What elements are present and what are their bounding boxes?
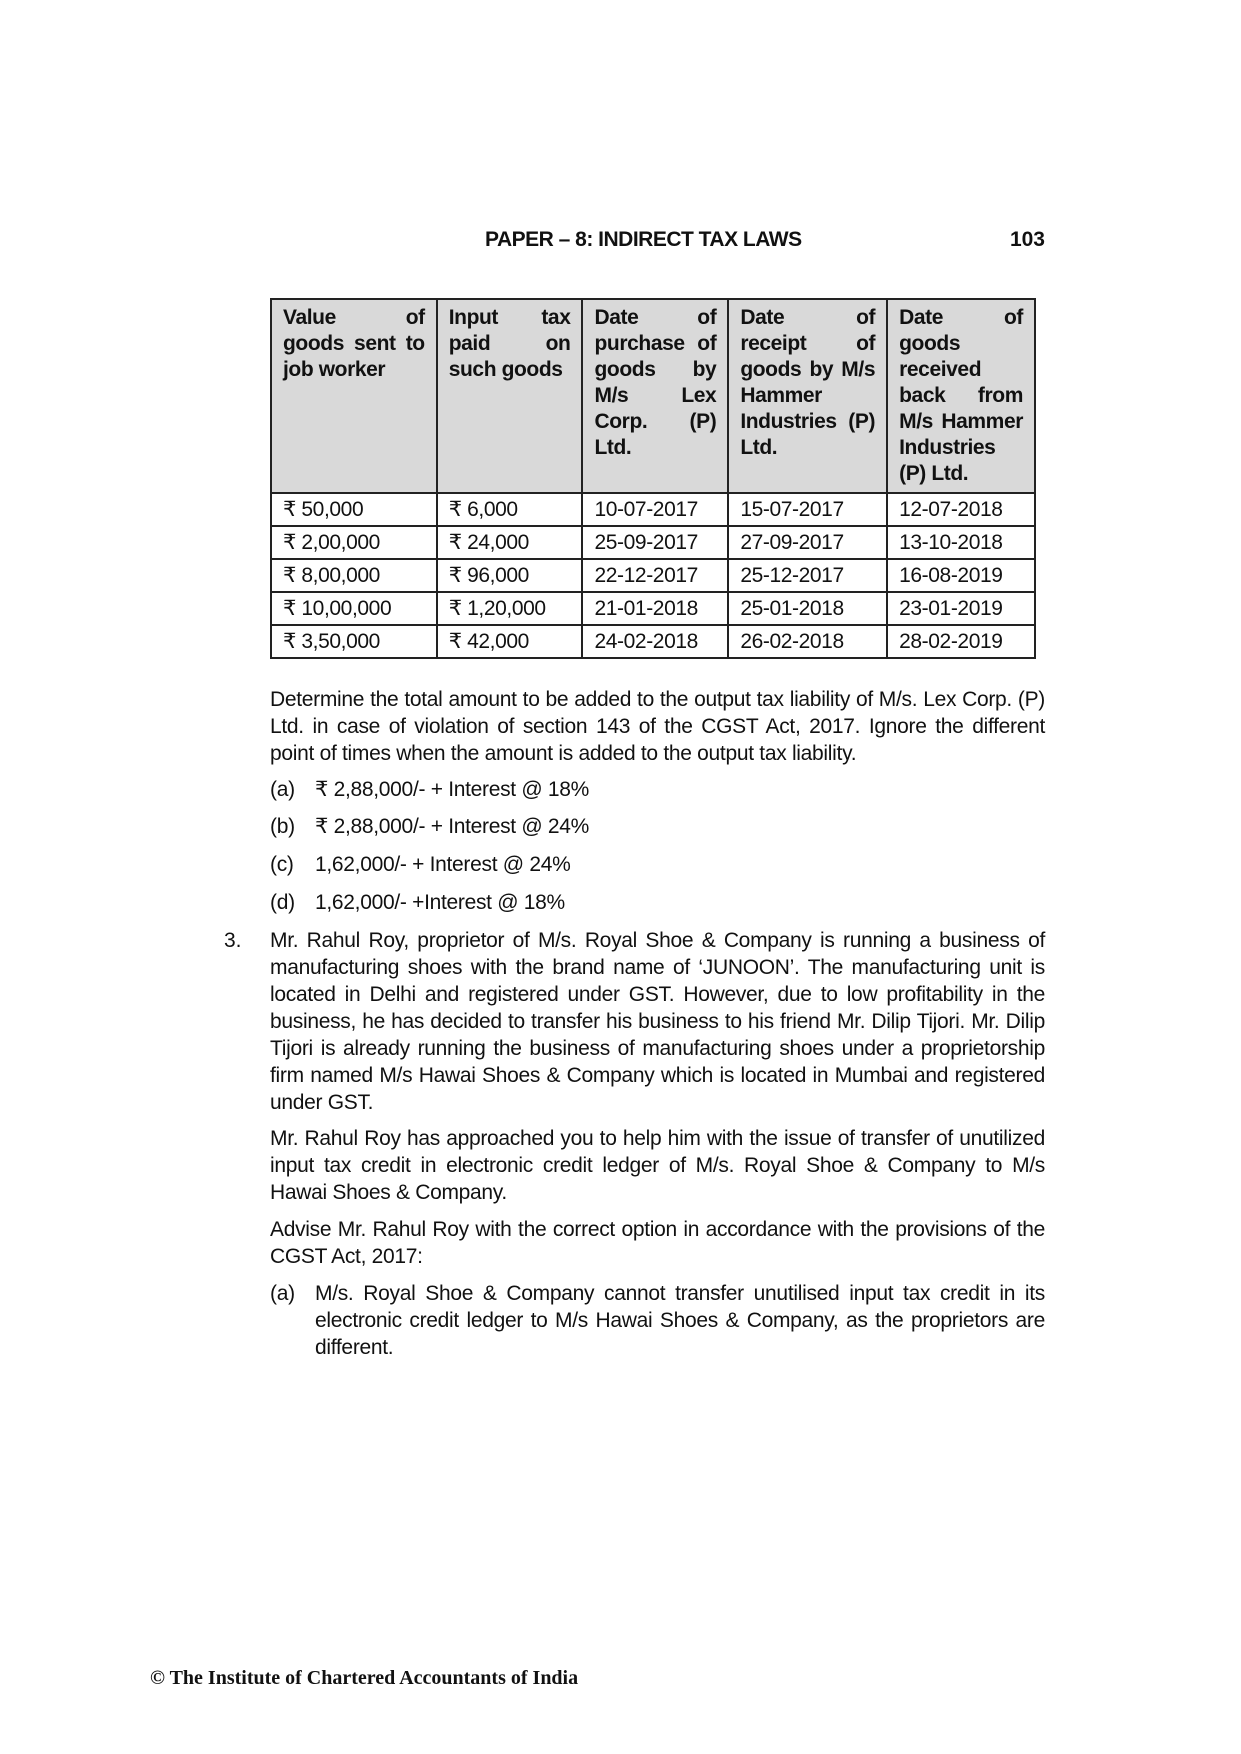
option-label: (d) <box>270 891 295 914</box>
question-3-para-1: Mr. Rahul Roy, proprietor of M/s. Royal Shoe & Company is running a business of manufacturing shoes with the brand name of ‘JUNOON’. The manufacturing unit is located in Delhi and registered under GST. However, due to low profitability in the business, he has decided to transfer his business to his friend Mr. Dilip Tijori. Mr. Dilip Tijori is already running the business of manufacturing shoes under a proprietorship firm named M/s Hawai Shoes & Company which is located in Mumbai and registered under GST. <box>270 929 1045 1114</box>
option-text: 1,62,000/- + Interest @ 24% <box>315 853 571 876</box>
table-cell: 12-07-2018 <box>887 493 1035 526</box>
question-2-text: Determine the total amount to be added to the output tax liability of M/s. Lex Corp. (P) Ltd. in case of violation of section 143 of the CGST Act, 2017. Ignore the different point of times when the amount is added to the output tax liability. <box>270 688 1045 765</box>
page-header <box>270 228 1045 254</box>
table-cell: ₹ 10,00,000 <box>271 592 437 625</box>
table-cell: 13-10-2018 <box>887 526 1035 559</box>
option-text: ₹ 2,88,000/- + Interest @ 18% <box>315 778 590 801</box>
option-d <box>270 889 565 916</box>
option-text: M/s. Royal Shoe & Company cannot transfer unutilised input tax credit in its electronic credit ledger to M/s Hawai Shoes & Company, as the proprietors are different. <box>315 1282 1045 1359</box>
column-header: Date of goods received back from M/s Hammer Industries (P) Ltd. <box>887 299 1035 493</box>
option-label: (a) <box>270 778 295 801</box>
table-cell: 25-01-2018 <box>728 592 887 625</box>
table-header-row <box>271 299 1035 493</box>
table-cell: ₹ 96,000 <box>437 559 583 592</box>
table-cell: ₹ 1,20,000 <box>437 592 583 625</box>
table-cell: ₹ 42,000 <box>437 625 583 658</box>
table-cell: 21-01-2018 <box>582 592 728 625</box>
column-header: Input tax paid on such goods <box>437 299 583 493</box>
table-row <box>271 493 1035 526</box>
table-cell: 27-09-2017 <box>728 526 887 559</box>
option-text: 1,62,000/- +Interest @ 18% <box>315 891 565 914</box>
option-label: (a) <box>270 1282 295 1305</box>
table-cell: 26-02-2018 <box>728 625 887 658</box>
table-cell: ₹ 8,00,000 <box>271 559 437 592</box>
column-header: Date of purchase of goods by M/s Lex Corp. (P) Ltd. <box>582 299 728 493</box>
column-header: Date of receipt of goods by M/s Hammer Industries (P) Ltd. <box>728 299 887 493</box>
footer-copyright: © The Institute of Chartered Accountants of India <box>150 1667 579 1689</box>
table-cell: 15-07-2017 <box>728 493 887 526</box>
table-cell: 16-08-2019 <box>887 559 1035 592</box>
option-b <box>270 813 589 840</box>
column-header: Value of goods sent to job worker <box>271 299 437 493</box>
table-cell: ₹ 50,000 <box>271 493 437 526</box>
table-cell: 10-07-2017 <box>582 493 728 526</box>
table-row <box>271 592 1035 625</box>
question-3-para-3: Advise Mr. Rahul Roy with the correct option in accordance with the provisions of the CGST Act, 2017: <box>270 1218 1045 1268</box>
table-cell: ₹ 2,00,000 <box>271 526 437 559</box>
question-3-number: 3. <box>224 929 242 952</box>
question-3-para-2: Mr. Rahul Roy has approached you to help him with the issue of transfer of unutilized input tax credit in electronic credit ledger of M/s. Royal Shoe & Company to M/s Hawai Shoes & Company. <box>270 1127 1045 1204</box>
question-3-option-a <box>270 1280 1045 1361</box>
option-a <box>270 776 589 803</box>
table-row <box>271 526 1035 559</box>
table-cell: ₹ 3,50,000 <box>271 625 437 658</box>
option-text: ₹ 2,88,000/- + Interest @ 24% <box>315 815 590 838</box>
table-cell: 25-12-2017 <box>728 559 887 592</box>
page-number: 103 <box>1009 228 1045 251</box>
table-cell: ₹ 6,000 <box>437 493 583 526</box>
table-row <box>271 559 1035 592</box>
option-label: (c) <box>270 853 294 876</box>
table-cell: 28-02-2019 <box>887 625 1035 658</box>
table-row <box>271 625 1035 658</box>
table-cell: 22-12-2017 <box>582 559 728 592</box>
table-cell: 25-09-2017 <box>582 526 728 559</box>
table-cell: 23-01-2019 <box>887 592 1035 625</box>
table-cell: ₹ 24,000 <box>437 526 583 559</box>
table-cell: 24-02-2018 <box>582 625 728 658</box>
option-c <box>270 851 570 878</box>
option-label: (b) <box>270 815 295 838</box>
job-work-table <box>270 298 1036 659</box>
page-title: PAPER – 8: INDIRECT TAX LAWS <box>485 228 802 251</box>
